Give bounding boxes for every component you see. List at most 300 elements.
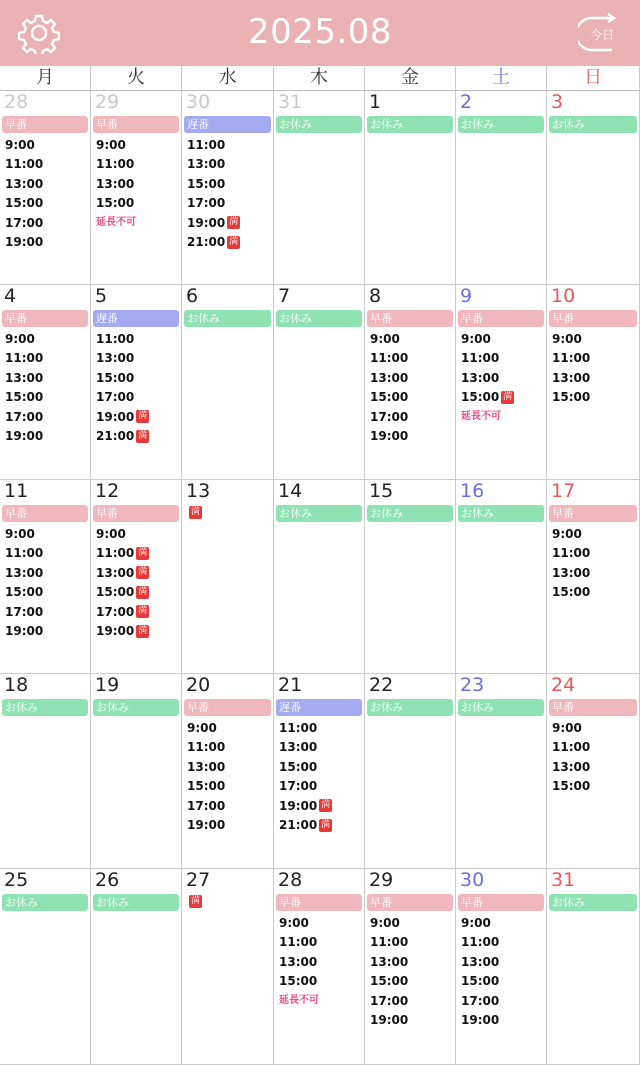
day-number: 31 — [551, 869, 576, 891]
time-slot-label: 13:00 — [279, 740, 318, 755]
time-slot[interactable] — [279, 738, 332, 758]
day-number: 27 — [186, 869, 211, 891]
time-slot[interactable] — [552, 524, 590, 544]
time-slot[interactable] — [187, 233, 240, 253]
shift-badge: 早番 — [2, 116, 88, 133]
time-slot[interactable] — [279, 816, 332, 836]
time-slot-label: 11:00 — [96, 546, 135, 561]
time-slot[interactable] — [552, 777, 590, 797]
time-slot-list — [187, 135, 240, 252]
day-cell[interactable] — [456, 285, 547, 480]
time-slot-label: 11:00 — [96, 331, 135, 346]
day-cell[interactable] — [91, 480, 182, 674]
day-number: 28 — [278, 869, 303, 891]
full-mark: 満 — [138, 547, 148, 558]
time-slot[interactable] — [96, 174, 136, 194]
time-slot[interactable] — [96, 135, 136, 155]
time-slot[interactable] — [370, 329, 408, 349]
weekday-label: 木 — [274, 66, 365, 90]
time-slot-label: 15:00 — [552, 390, 591, 405]
time-slot[interactable] — [552, 563, 590, 583]
time-slot-label: 9:00 — [370, 915, 400, 930]
time-slot[interactable] — [96, 329, 149, 349]
month-title: 2025.08 — [247, 12, 393, 52]
time-slot[interactable] — [279, 796, 332, 816]
time-slot-label: 15:00 — [5, 196, 44, 211]
time-slot[interactable] — [461, 952, 499, 972]
day-number: 16 — [460, 480, 485, 502]
time-slot-label: 11:00 — [461, 351, 500, 366]
full-mark: 満 — [321, 819, 331, 830]
time-slot[interactable] — [370, 349, 408, 369]
weekday-label: 土 — [456, 66, 547, 90]
time-slot[interactable] — [187, 155, 240, 175]
day-number: 1 — [369, 91, 382, 113]
time-slot[interactable] — [370, 1011, 408, 1031]
shift-badge: 早番 — [93, 505, 179, 522]
day-cell[interactable] — [0, 285, 91, 480]
time-slot[interactable] — [5, 368, 43, 388]
time-slot-label: 9:00 — [96, 137, 126, 152]
time-slot-label: 13:00 — [187, 157, 226, 172]
day-cell[interactable] — [274, 285, 365, 480]
today-label: 今日 — [589, 28, 615, 42]
time-slot[interactable] — [370, 427, 408, 447]
time-slot-label: 17:00 — [96, 604, 135, 619]
time-slot[interactable] — [187, 816, 225, 836]
day-number: 3 — [551, 91, 564, 113]
time-slot[interactable] — [552, 349, 590, 369]
time-slot[interactable] — [96, 388, 149, 408]
time-slot[interactable] — [187, 174, 240, 194]
shift-badge: お休み — [93, 699, 179, 716]
day-cell[interactable] — [0, 91, 91, 285]
day-cell[interactable] — [547, 869, 640, 1065]
time-slot[interactable] — [187, 796, 225, 816]
shift-badge: 早番 — [549, 505, 637, 522]
time-slot[interactable] — [370, 933, 408, 953]
full-mark: 満 — [190, 896, 200, 906]
time-slot-list — [370, 913, 408, 1030]
time-slot-label: 17:00 — [279, 779, 318, 794]
time-slot[interactable] — [187, 194, 240, 214]
time-slot[interactable] — [5, 602, 43, 622]
time-slot[interactable] — [279, 933, 319, 953]
shift-badge: 遅番 — [276, 699, 362, 716]
day-number: 12 — [95, 480, 120, 502]
day-cell[interactable] — [182, 91, 274, 285]
time-slot[interactable] — [96, 622, 149, 642]
time-slot-label: 11:00 — [5, 157, 44, 172]
shift-badge: 早番 — [458, 310, 544, 327]
time-slot-label: 13:00 — [552, 565, 591, 580]
time-slot[interactable] — [5, 213, 43, 233]
time-slot-label: 17:00 — [187, 196, 226, 211]
time-slot-label: 19:00 — [187, 818, 226, 833]
time-slot[interactable] — [370, 388, 408, 408]
time-slot-label: 11:00 — [370, 935, 409, 950]
time-slot-label: 13:00 — [96, 565, 135, 580]
time-slot[interactable] — [552, 757, 590, 777]
time-slot[interactable] — [5, 427, 43, 447]
day-number: 29 — [369, 869, 394, 891]
day-number: 28 — [4, 91, 29, 113]
weekday-label: 日 — [547, 66, 640, 90]
time-slot-label: 13:00 — [96, 176, 135, 191]
time-slot-label: 21:00 — [96, 429, 135, 444]
time-slot-label: 15:00 — [187, 779, 226, 794]
time-slot[interactable] — [96, 544, 149, 564]
time-slot-list — [96, 524, 149, 641]
day-cell[interactable] — [91, 674, 182, 869]
time-slot[interactable] — [552, 544, 590, 564]
time-slot[interactable] — [370, 991, 408, 1011]
time-slot-label: 21:00 — [279, 818, 318, 833]
day-cell[interactable] — [91, 869, 182, 1065]
day-number: 20 — [186, 674, 211, 696]
weekday-header-row — [0, 66, 640, 91]
time-slot-label: 17:00 — [370, 993, 409, 1008]
day-cell[interactable] — [0, 674, 91, 869]
time-slot-list — [552, 718, 590, 796]
time-slot[interactable] — [5, 622, 43, 642]
weekday-label: 水 — [182, 66, 274, 90]
time-slot[interactable] — [461, 991, 499, 1011]
day-cell[interactable] — [365, 285, 456, 480]
time-slot[interactable] — [370, 407, 408, 427]
calendar-grid — [0, 91, 640, 1065]
time-slot-label: 17:00 — [5, 215, 44, 230]
shift-badge: お休み — [367, 699, 453, 716]
shift-badge: お休み — [367, 116, 453, 133]
time-slot[interactable] — [5, 135, 43, 155]
time-slot-label: 9:00 — [279, 915, 309, 930]
day-cell[interactable] — [182, 674, 274, 869]
time-slot[interactable] — [552, 583, 590, 603]
time-slot[interactable] — [187, 777, 225, 797]
time-slot-label: 11:00 — [5, 546, 44, 561]
time-slot-label: 15:00 — [552, 779, 591, 794]
time-slot-label: 9:00 — [370, 331, 400, 346]
time-slot-label: 9:00 — [552, 720, 582, 735]
time-slot-label: 13:00 — [5, 176, 44, 191]
time-slot-label: 9:00 — [96, 526, 126, 541]
time-slot[interactable] — [279, 777, 332, 797]
time-slot-label: 19:00 — [187, 215, 226, 230]
day-number: 23 — [460, 674, 485, 696]
time-slot-label: 19:00 — [279, 798, 318, 813]
time-slot-label: 11:00 — [552, 546, 591, 561]
time-slot[interactable] — [5, 194, 43, 214]
time-slot-label: 9:00 — [461, 331, 491, 346]
shift-badge: お休み — [549, 116, 637, 133]
day-cell[interactable] — [182, 285, 274, 480]
day-cell[interactable] — [0, 869, 91, 1065]
time-slot[interactable] — [96, 407, 149, 427]
full-mark: 満 — [138, 625, 148, 636]
time-slot[interactable] — [279, 913, 319, 933]
day-cell[interactable] — [91, 91, 182, 285]
time-slot[interactable] — [96, 349, 149, 369]
day-cell[interactable] — [274, 869, 365, 1065]
time-slot[interactable] — [461, 972, 499, 992]
day-number: 25 — [4, 869, 29, 891]
time-slot-label: 11:00 — [279, 720, 318, 735]
time-slot-label: 9:00 — [5, 526, 35, 541]
shift-badge: お休み — [276, 116, 362, 133]
day-number: 29 — [95, 91, 120, 113]
shift-badge: お休み — [458, 699, 544, 716]
time-slot[interactable] — [96, 602, 149, 622]
time-slot-label: 17:00 — [96, 390, 135, 405]
time-slot[interactable] — [187, 738, 225, 758]
time-slot-label: 15:00 — [187, 176, 226, 191]
time-slot-label: 11:00 — [370, 351, 409, 366]
shift-badge: お休み — [184, 310, 271, 327]
day-cell[interactable] — [547, 480, 640, 674]
shift-badge: 遅番 — [93, 310, 179, 327]
time-slot-label: 19:00 — [5, 624, 44, 639]
weekday-label: 月 — [0, 66, 91, 90]
time-slot-list — [370, 329, 408, 446]
full-mark: 満 — [229, 236, 239, 247]
time-slot[interactable] — [187, 213, 240, 233]
time-slot[interactable] — [279, 952, 319, 972]
day-number: 14 — [278, 480, 303, 502]
time-slot-label: 15:00 — [5, 585, 44, 600]
shift-badge: 早番 — [549, 310, 637, 327]
weekday-label: 金 — [365, 66, 456, 90]
time-slot[interactable] — [96, 368, 149, 388]
time-slot-label: 13:00 — [461, 954, 500, 969]
time-slot-label: 11:00 — [552, 740, 591, 755]
time-slot[interactable] — [5, 388, 43, 408]
full-mark: 満 — [190, 507, 200, 517]
day-cell[interactable] — [547, 674, 640, 869]
time-slot-list — [461, 913, 499, 1030]
time-slot-label: 9:00 — [552, 331, 582, 346]
day-cell[interactable] — [91, 285, 182, 480]
time-slot-label: 11:00 — [461, 935, 500, 950]
full-mark: 満 — [503, 391, 513, 402]
shift-badge: お休み — [93, 894, 179, 911]
time-slot-label: 15:00 — [96, 196, 135, 211]
time-slot-label: 15:00 — [370, 974, 409, 989]
time-slot-label: 11:00 — [5, 351, 44, 366]
time-slot[interactable] — [461, 349, 514, 369]
time-slot-label: 17:00 — [5, 409, 44, 424]
day-number: 10 — [551, 285, 576, 307]
time-slot-label: 13:00 — [552, 759, 591, 774]
shift-badge: お休み — [458, 505, 544, 522]
shift-badge: 早番 — [367, 310, 453, 327]
time-slot[interactable] — [552, 388, 590, 408]
shift-badge: 早番 — [276, 894, 362, 911]
time-slot-label: 15:00 — [279, 974, 318, 989]
time-slot[interactable] — [279, 718, 332, 738]
day-number: 18 — [4, 674, 29, 696]
time-slot[interactable] — [461, 368, 514, 388]
time-slot[interactable] — [5, 329, 43, 349]
day-cell[interactable] — [274, 480, 365, 674]
time-slot[interactable] — [187, 757, 225, 777]
time-slot[interactable] — [96, 524, 149, 544]
time-slot[interactable] — [5, 407, 43, 427]
time-slot-label: 19:00 — [370, 429, 409, 444]
time-slot-label: 19:00 — [370, 1013, 409, 1028]
day-cell[interactable] — [274, 91, 365, 285]
day-cell[interactable] — [456, 674, 547, 869]
day-number: 24 — [551, 674, 576, 696]
time-slot[interactable] — [552, 718, 590, 738]
time-slot-label: 15:00 — [96, 370, 135, 385]
time-slot[interactable] — [5, 233, 43, 253]
time-slot[interactable] — [5, 544, 43, 564]
time-slot-label: 9:00 — [461, 915, 491, 930]
shift-badge: 早番 — [549, 699, 637, 716]
full-mark: 満 — [138, 606, 148, 617]
day-number: 5 — [95, 285, 108, 307]
time-slot[interactable] — [5, 583, 43, 603]
full-mark: 満 — [138, 430, 148, 441]
day-number: 31 — [278, 91, 303, 113]
time-slot-label: 13:00 — [370, 954, 409, 969]
time-slot[interactable] — [370, 972, 408, 992]
shift-badge: お休み — [2, 894, 88, 911]
time-slot-label: 11:00 — [187, 740, 226, 755]
shift-badge: 早番 — [184, 699, 271, 716]
full-mark: 満 — [138, 411, 148, 422]
time-slot[interactable] — [552, 329, 590, 349]
full-mark: 満 — [138, 567, 148, 578]
day-number: 7 — [278, 285, 291, 307]
app-header — [0, 0, 640, 66]
time-slot-list — [96, 135, 136, 233]
day-cell[interactable] — [456, 91, 547, 285]
full-mark: 満 — [321, 800, 331, 811]
time-slot-label: 15:00 — [96, 585, 135, 600]
time-slot[interactable] — [5, 563, 43, 583]
day-number: 30 — [186, 91, 211, 113]
day-number: 15 — [369, 480, 394, 502]
time-slot[interactable] — [461, 1011, 499, 1031]
time-slot[interactable] — [5, 155, 43, 175]
time-slot[interactable] — [279, 972, 319, 992]
time-slot[interactable] — [461, 913, 499, 933]
shift-badge: 早番 — [2, 505, 88, 522]
day-cell[interactable] — [274, 674, 365, 869]
day-cell[interactable] — [456, 869, 547, 1065]
shift-badge: 遅番 — [184, 116, 271, 133]
shift-badge: 早番 — [367, 894, 453, 911]
time-slot-label: 9:00 — [5, 137, 35, 152]
time-slot[interactable] — [96, 583, 149, 603]
day-cell[interactable] — [0, 480, 91, 674]
time-slot[interactable] — [5, 174, 43, 194]
no-extension-note: 延長不可 — [279, 995, 319, 1006]
day-number: 4 — [4, 285, 17, 307]
shift-badge: お休み — [276, 505, 362, 522]
time-slot-label: 15:00 — [370, 390, 409, 405]
time-slot-label: 9:00 — [187, 720, 217, 735]
day-cell[interactable] — [365, 674, 456, 869]
time-slot-label: 15:00 — [5, 390, 44, 405]
time-slot[interactable] — [552, 368, 590, 388]
day-cell[interactable] — [547, 91, 640, 285]
shift-badge: 早番 — [2, 310, 88, 327]
time-slot-list — [96, 329, 149, 446]
time-slot-list — [5, 135, 43, 252]
time-slot-label: 17:00 — [461, 993, 500, 1008]
time-slot[interactable] — [96, 427, 149, 447]
time-slot-label: 19:00 — [5, 235, 44, 250]
day-cell[interactable] — [182, 480, 274, 674]
time-slot-label: 11:00 — [187, 137, 226, 152]
time-slot[interactable] — [96, 563, 149, 583]
shift-badge: お休み — [367, 505, 453, 522]
day-cell[interactable] — [365, 91, 456, 285]
time-slot-list — [5, 524, 43, 641]
time-slot-list — [461, 329, 514, 427]
time-slot[interactable] — [5, 524, 43, 544]
time-slot-label: 19:00 — [5, 429, 44, 444]
time-slot[interactable] — [461, 933, 499, 953]
no-extension-note: 延長不可 — [461, 411, 501, 422]
shift-badge: お休み — [2, 699, 88, 716]
day-cell[interactable] — [456, 480, 547, 674]
shift-badge: お休み — [276, 310, 362, 327]
time-slot-label: 17:00 — [370, 409, 409, 424]
shift-badge: お休み — [458, 116, 544, 133]
day-cell[interactable] — [365, 480, 456, 674]
day-number: 21 — [278, 674, 303, 696]
shift-badge: 早番 — [93, 116, 179, 133]
time-slot[interactable] — [461, 329, 514, 349]
day-number: 19 — [95, 674, 120, 696]
time-slot[interactable] — [279, 757, 332, 777]
day-number: 6 — [186, 285, 199, 307]
today-return-icon[interactable] — [578, 12, 622, 54]
day-cell[interactable] — [365, 869, 456, 1065]
time-slot-list — [5, 329, 43, 446]
time-slot[interactable] — [370, 952, 408, 972]
time-slot[interactable] — [370, 368, 408, 388]
time-slot-list — [187, 718, 225, 835]
time-slot-label: 19:00 — [461, 1013, 500, 1028]
time-slot[interactable] — [552, 738, 590, 758]
time-slot-label: 13:00 — [370, 370, 409, 385]
time-slot-label: 13:00 — [5, 565, 44, 580]
time-slot-label: 13:00 — [96, 351, 135, 366]
day-cell[interactable] — [182, 869, 274, 1065]
time-slot-label: 19:00 — [96, 624, 135, 639]
time-slot[interactable] — [461, 388, 514, 408]
time-slot[interactable] — [370, 913, 408, 933]
time-slot[interactable] — [96, 155, 136, 175]
time-slot-label: 11:00 — [96, 157, 135, 172]
time-slot-label: 13:00 — [461, 370, 500, 385]
time-slot[interactable] — [187, 718, 225, 738]
time-slot-label: 21:00 — [187, 235, 226, 250]
time-slot[interactable] — [96, 194, 136, 214]
day-number: 26 — [95, 869, 120, 891]
time-slot-label: 9:00 — [5, 331, 35, 346]
time-slot-label: 13:00 — [279, 954, 318, 969]
time-slot-label: 11:00 — [279, 935, 318, 950]
time-slot[interactable] — [5, 349, 43, 369]
day-cell[interactable] — [547, 285, 640, 480]
time-slot[interactable] — [187, 135, 240, 155]
